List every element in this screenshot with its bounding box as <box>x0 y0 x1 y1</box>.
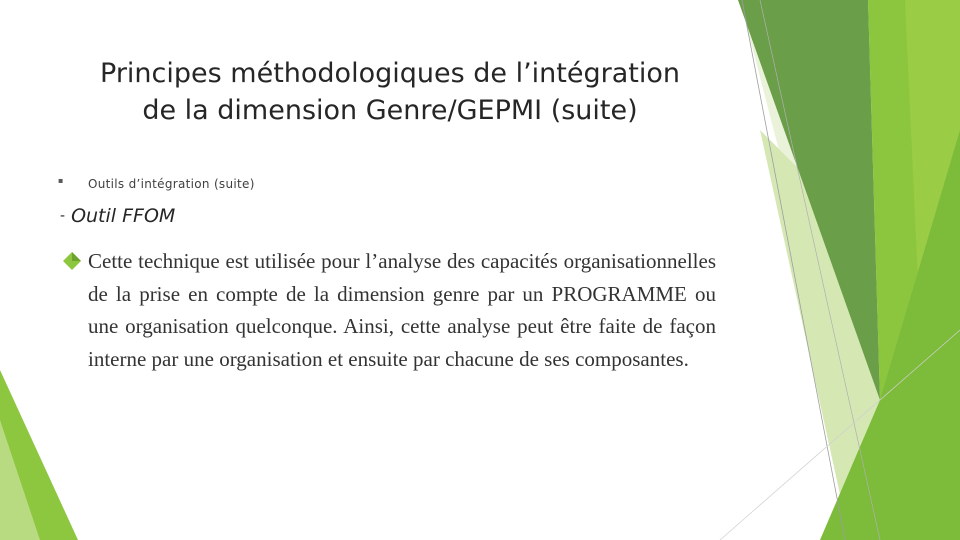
tool-dash: - <box>60 208 66 224</box>
slide-title-line-2: de la dimension Genre/GEPMI (suite) <box>142 95 638 126</box>
tool-heading <box>60 205 175 227</box>
green-diamond-bullet-icon <box>63 252 81 270</box>
body-paragraph: Cette technique est utilisée pour l’analyse des capacités organisationnelles de la prise en compte de la dimension genre par un PROGRAMME ou une organisation quelconque. Ainsi, cette analyse peut être faite de façon interne par une organisation et ensuite par chacune de ses composantes. <box>88 249 716 371</box>
subheading: Outils d’intégration (suite) <box>88 177 255 191</box>
tool-name: Outil FFOM <box>71 205 176 227</box>
slide-title <box>40 55 740 129</box>
slide-title-line-1: Principes méthodologiques de l’intégration <box>100 58 680 89</box>
small-square-bullet-icon: ▪ <box>58 176 64 185</box>
